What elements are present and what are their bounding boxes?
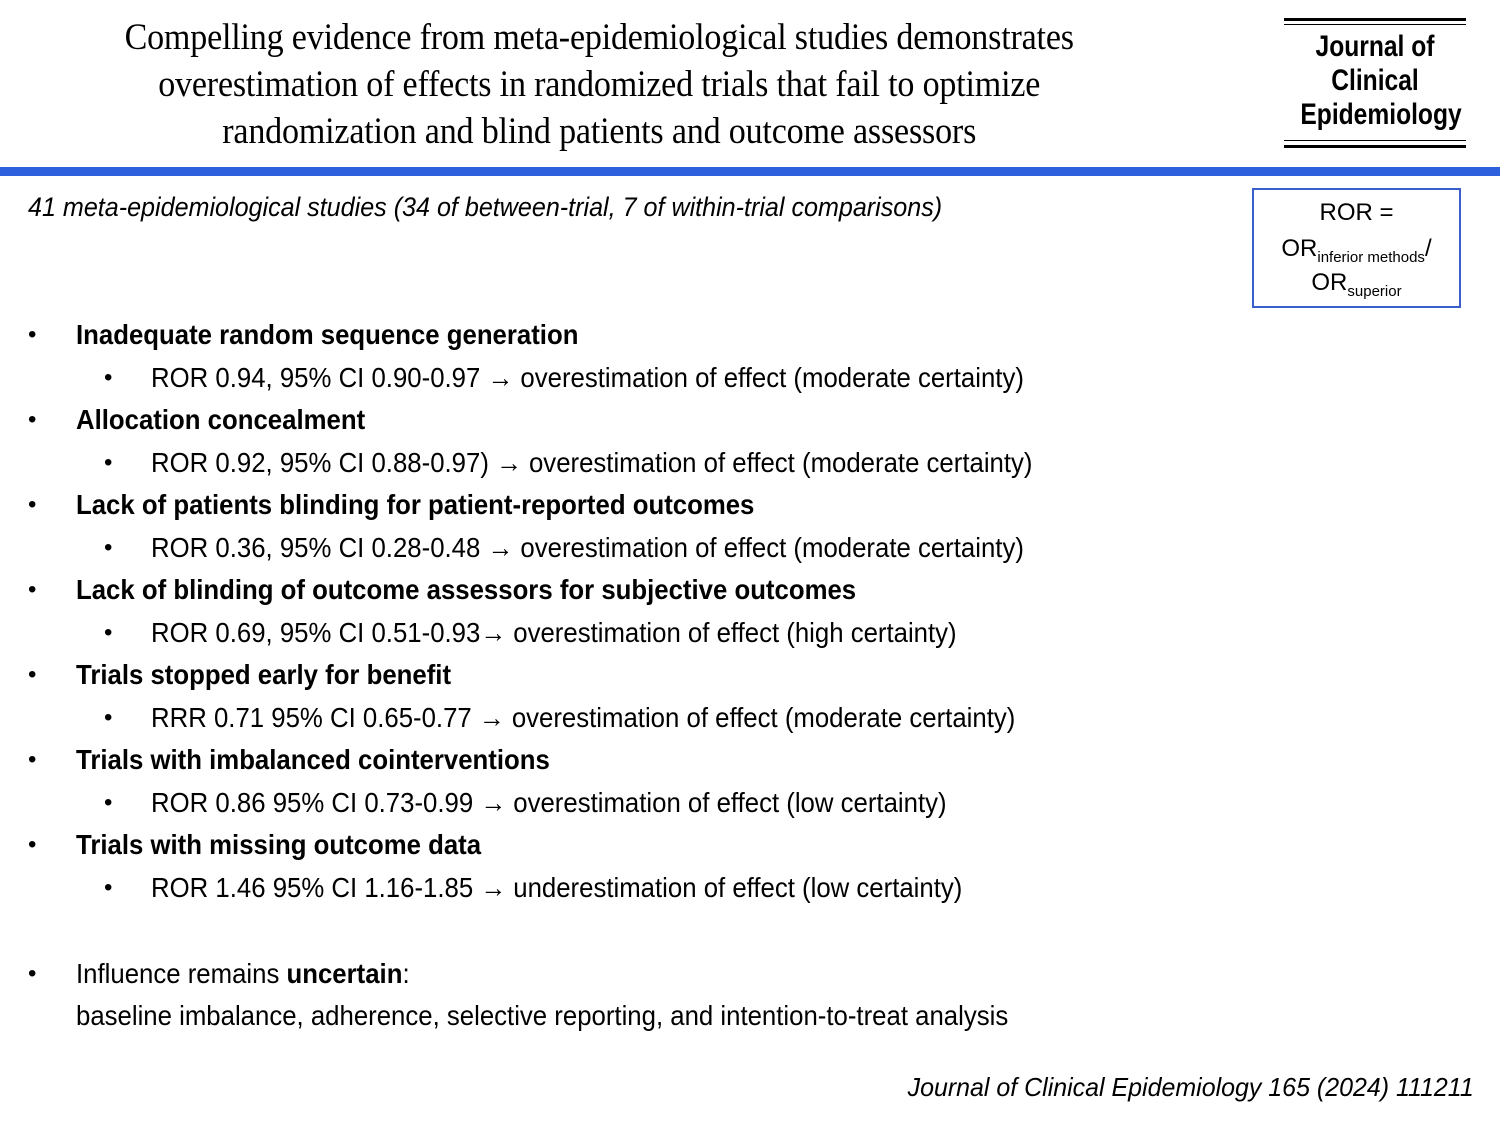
finding-heading <box>0 485 1500 528</box>
finding-detail-text: ROR 0.86 95% CI 0.73-0.99 → overestimation of effect (low certainty) <box>151 786 947 818</box>
finding-detail <box>0 528 1500 571</box>
finding-title: Lack of patients blinding for patient-reported outcomes <box>76 489 755 520</box>
logo-line: Journal of <box>1315 30 1435 63</box>
finding-detail <box>0 783 1500 826</box>
uncertain-suffix: : <box>402 958 410 989</box>
finding-detail-text: RRR 0.71 95% CI 0.65-0.77 → overestimation of effect (moderate certainty) <box>151 701 1016 733</box>
or-subscript: inferior methods <box>1317 249 1425 266</box>
finding-title: Allocation concealment <box>76 404 366 435</box>
logo-rule <box>1284 145 1466 148</box>
header-divider <box>0 167 1500 176</box>
bullet-icon: • <box>28 960 37 987</box>
logo-rule <box>1284 24 1466 25</box>
logo-rule <box>1284 18 1466 21</box>
slide-title <box>47 14 1151 155</box>
title-line: Compelling evidence from meta-epidemiological studies demonstrates <box>124 17 1074 58</box>
finding-detail <box>0 613 1500 656</box>
bullet-icon: • <box>28 321 37 348</box>
bullet-icon: • <box>28 576 37 603</box>
bullet-icon: • <box>28 491 37 518</box>
finding-detail-text: ROR 1.46 95% CI 1.16-1.85 → underestimation of effect (low certainty) <box>151 871 963 903</box>
finding-detail-text: ROR 0.94, 95% CI 0.90-0.97 → overestimation of effect (moderate certainty) <box>151 361 1024 393</box>
bullet-icon: • <box>104 533 113 561</box>
finding-title: Lack of blinding of outcome assessors for subjective outcomes <box>76 574 857 605</box>
finding-detail <box>0 868 1500 911</box>
finding-heading <box>0 825 1500 868</box>
finding-detail <box>0 698 1500 741</box>
bullet-icon: • <box>28 661 37 688</box>
findings-list <box>0 315 1500 910</box>
logo-rule <box>1284 140 1466 141</box>
bullet-icon: • <box>28 746 37 773</box>
or-text: OR <box>1311 269 1348 296</box>
subtitle: 41 meta-epidemiological studies (34 of between-trial, 7 of within-trial comparisons) <box>28 192 943 222</box>
finding-detail <box>0 358 1500 401</box>
finding-title: Inadequate random sequence generation <box>76 319 579 350</box>
bullet-icon: • <box>28 406 37 433</box>
or-text: OR <box>1281 235 1318 262</box>
logo-line: Clinical <box>1331 64 1419 97</box>
finding-title: Trials stopped early for benefit <box>76 659 452 690</box>
finding-detail-text: ROR 0.69, 95% CI 0.51-0.93→ overestimation of effect (high certainty) <box>151 616 957 648</box>
citation: Journal of Clinical Epidemiology 165 (2024) 111211 <box>907 1072 1474 1102</box>
logo-line: Epidemiology <box>1300 98 1462 131</box>
journal-logo <box>1284 18 1466 150</box>
bullet-icon: • <box>104 363 113 391</box>
or-subscript: superior <box>1347 283 1402 300</box>
ror-label: ROR = <box>1319 199 1394 226</box>
finding-heading <box>0 740 1500 783</box>
finding-heading <box>0 570 1500 613</box>
uncertain-emphasis: uncertain <box>286 958 403 989</box>
finding-detail <box>0 443 1500 486</box>
finding-heading <box>0 655 1500 698</box>
finding-detail-text: ROR 0.36, 95% CI 0.28-0.48 → overestimation of effect (moderate certainty) <box>151 531 1024 563</box>
bullet-icon: • <box>104 873 113 901</box>
finding-title: Trials with missing outcome data <box>76 829 482 860</box>
ror-denominator <box>1254 268 1459 307</box>
uncertain-prefix: Influence remains <box>76 958 287 989</box>
ror-definition-box <box>1252 188 1461 308</box>
slash: / <box>1424 235 1432 262</box>
bullet-icon: • <box>28 831 37 858</box>
logo-text <box>1300 30 1462 132</box>
bullet-icon: • <box>104 788 113 816</box>
bullet-icon: • <box>104 618 113 646</box>
finding-heading <box>0 315 1500 358</box>
finding-title: Trials with imbalanced cointerventions <box>76 744 550 775</box>
uncertain-heading <box>76 958 410 990</box>
title-line: overestimation of effects in randomized trials that fail to optimize <box>158 64 1041 105</box>
finding-detail-text: ROR 0.92, 95% CI 0.88-0.97) → overestimation of effect (moderate certainty) <box>151 446 1033 478</box>
bullet-icon: • <box>104 703 113 731</box>
bullet-icon: • <box>104 448 113 476</box>
uncertain-items: baseline imbalance, adherence, selective reporting, and intention-to-treat analysis <box>76 1000 1009 1031</box>
finding-heading <box>0 400 1500 443</box>
title-line: randomization and blind patients and outcome assessors <box>222 111 977 152</box>
